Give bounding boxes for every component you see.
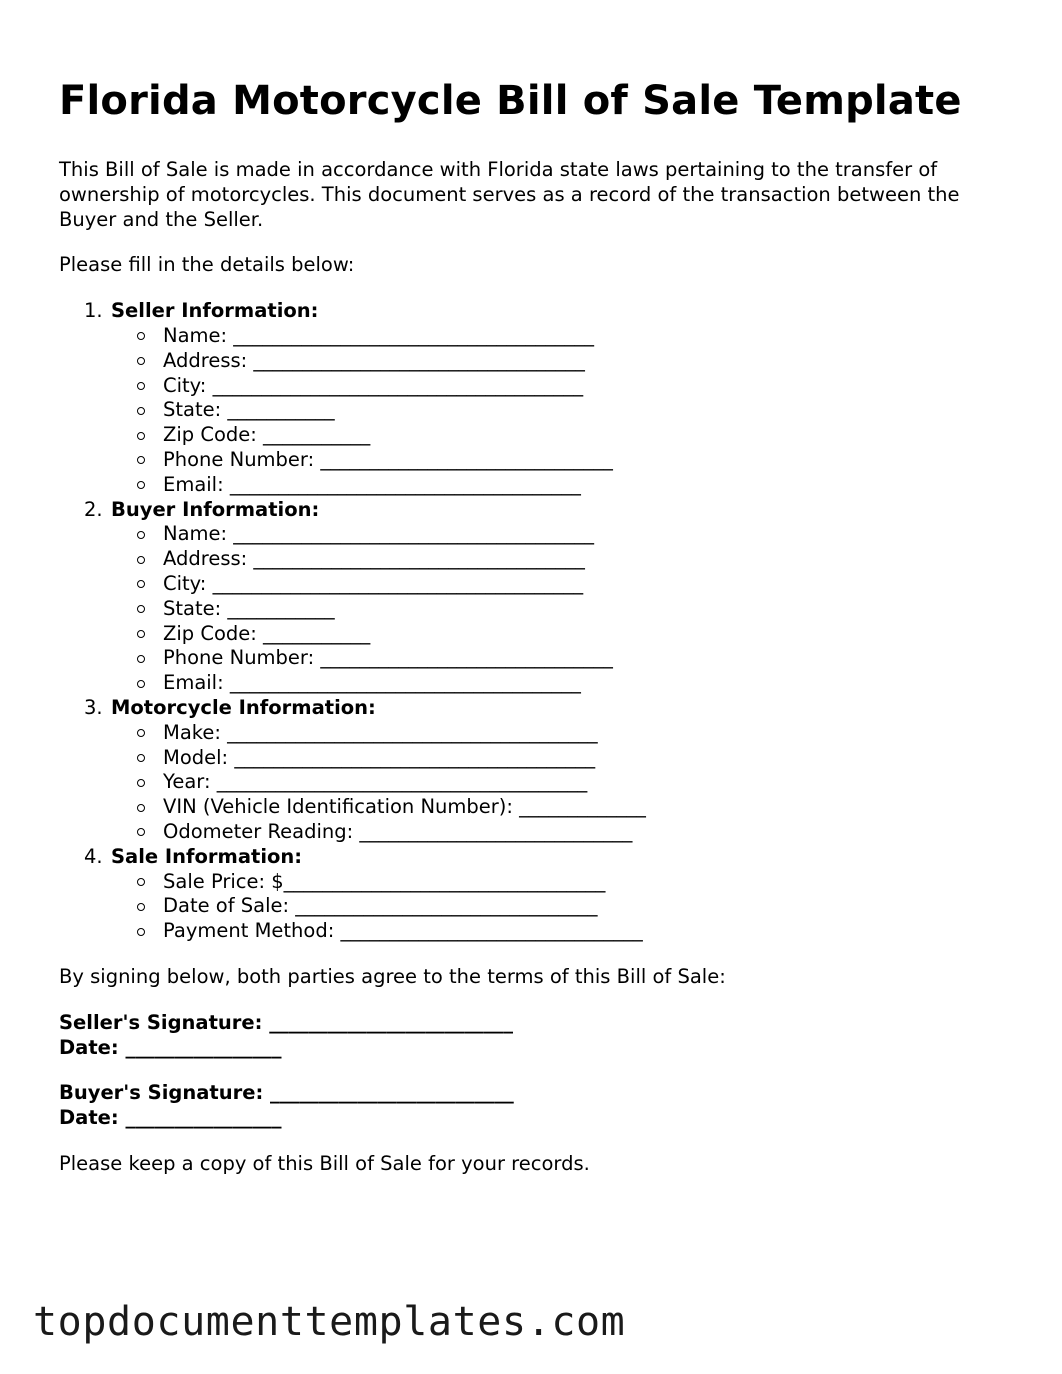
field-buyer-zip [59,622,1019,647]
section-number: 4. [84,844,103,868]
field-text: Zip Code: ___________ [163,423,371,447]
field-buyer-state [59,597,1019,622]
bullet-icon [137,382,145,390]
field-text: Make: ______________________________________ [163,720,598,744]
field-date-of-sale [59,894,1019,919]
field-text: State: ___________ [163,596,335,620]
section-motorcycle-information [59,696,1019,845]
field-year [59,770,1019,795]
field-vin [59,795,1019,820]
field-model [59,746,1019,771]
field-text: Sale Price: $_________________________________ [163,869,606,893]
bullet-icon [137,754,145,762]
buyer-date-line: Date: ________________ [59,1106,282,1130]
section-title: Motorcycle Information: [111,695,376,719]
field-list [111,324,1019,498]
bullet-icon [137,779,145,787]
field-seller-name [59,324,1019,349]
bullet-icon [137,556,145,564]
document-page [59,74,1019,1177]
field-buyer-name [59,522,1019,547]
field-text: State: ___________ [163,398,335,422]
field-list [111,522,1019,696]
page-title: Florida Motorcycle Bill of Sale Template [59,78,962,124]
agreement-text: By signing below, both parties agree to the terms of this Bill of Sale: [59,964,726,988]
bullet-icon [137,580,145,588]
field-buyer-address [59,547,1019,572]
field-text: Payment Method: _______________________________ [163,919,643,943]
field-text: City: ______________________________________ [163,571,584,595]
field-text: Name: _____________________________________ [163,323,595,347]
section-number: 3. [84,695,103,719]
field-text: Email: ____________________________________ [163,671,581,695]
field-seller-zip [59,423,1019,448]
instruction-text: Please fill in the details below: [59,253,355,277]
section-number: 1. [84,299,103,323]
section-title: Seller Information: [111,299,319,323]
field-payment-method [59,919,1019,944]
bullet-icon [137,407,145,415]
seller-date-line: Date: ________________ [59,1035,282,1059]
field-text: Phone Number: ______________________________ [163,447,613,471]
field-text: Year: ______________________________________ [163,770,588,794]
bullet-icon [137,432,145,440]
field-text: Address: __________________________________ [163,547,585,571]
field-buyer-phone [59,646,1019,671]
field-text: Phone Number: ______________________________ [163,646,613,670]
field-text: City: ______________________________________ [163,373,584,397]
bullet-icon [137,928,145,936]
section-title: Buyer Information: [111,497,320,521]
field-odometer [59,820,1019,845]
bullet-icon [137,903,145,911]
bullet-icon [137,531,145,539]
field-text: Email: ____________________________________ [163,472,581,496]
field-text: Address: __________________________________ [163,348,585,372]
closing-text: Please keep a copy of this Bill of Sale for your records. [59,1151,590,1175]
field-seller-address [59,349,1019,374]
section-number: 2. [84,497,103,521]
field-text: Zip Code: ___________ [163,621,371,645]
seller-signature-line: Seller's Signature: _________________________ [59,1010,513,1034]
field-seller-email [59,473,1019,498]
sections-list [59,299,1019,944]
bullet-icon [137,332,145,340]
buyer-signature-line: Buyer's Signature: _________________________ [59,1081,514,1105]
field-text: Model: _____________________________________ [163,745,596,769]
bullet-icon [137,729,145,737]
field-text: VIN (Vehicle Identification Number): _____________ [163,795,646,819]
field-seller-city [59,374,1019,399]
buyer-signature-block [59,1081,1019,1131]
field-make [59,721,1019,746]
bullet-icon [137,456,145,464]
bullet-icon [137,357,145,365]
bullet-icon [137,804,145,812]
section-title: Sale Information: [111,844,303,868]
bullet-icon [137,481,145,489]
bullet-icon [137,605,145,613]
bullet-icon [137,680,145,688]
field-text: Odometer Reading: ____________________________ [163,819,633,843]
field-list [111,870,1019,944]
bullet-icon [137,878,145,886]
section-sale-information [59,845,1019,944]
field-list [111,721,1019,845]
intro-paragraph: This Bill of Sale is made in accordance with Florida state laws pertaining to the transfer of ownership of motorcycles. This document serves as a record of the transaction between the Buyer and the Seller. [59,158,960,231]
field-text: Date of Sale: _______________________________ [163,894,598,918]
field-buyer-email [59,671,1019,696]
field-buyer-city [59,572,1019,597]
bullet-icon [137,630,145,638]
section-seller-information [59,299,1019,497]
seller-signature-block [59,1011,1019,1061]
bullet-icon [137,828,145,836]
bullet-icon [137,655,145,663]
field-seller-state [59,398,1019,423]
field-seller-phone [59,448,1019,473]
section-buyer-information [59,498,1019,696]
site-watermark: topdocumenttemplates.com [33,1299,626,1345]
field-text: Name: _____________________________________ [163,522,595,546]
field-sale-price [59,870,1019,895]
